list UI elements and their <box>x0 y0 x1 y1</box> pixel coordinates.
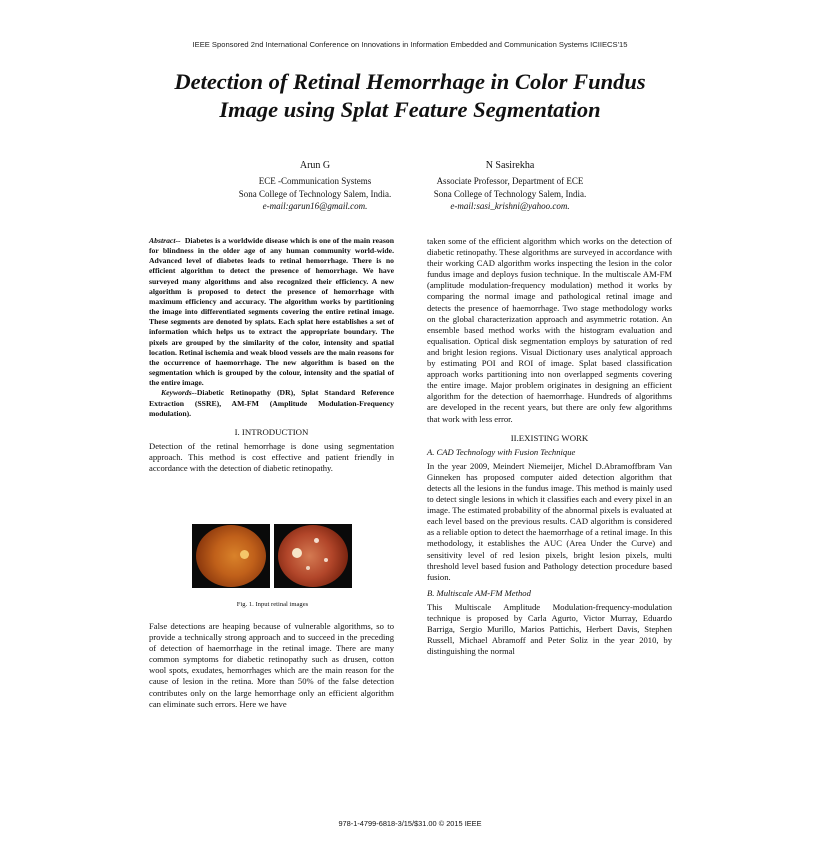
paper-title <box>60 68 760 124</box>
copyright-footer: 978-1-4799-6818-3/15/$31.00 © 2015 IEEE <box>338 819 482 828</box>
left-column-top <box>149 236 394 474</box>
author-email: e-mail:garun16@gmail.com. <box>262 201 368 212</box>
retina-fundus-image <box>192 524 270 588</box>
author-dept: ECE -Communication Systems <box>258 176 372 187</box>
existing-work-heading: II.EXISTING WORK <box>510 432 589 443</box>
conference-header: IEEE Sponsored 2nd International Conference on Innovations in Information Embedded and Communication Systems ICIIECS'15 <box>192 40 628 49</box>
keywords-lead: Keywords-- <box>161 388 197 398</box>
author-name: Arun G <box>299 160 331 171</box>
figure-caption: Fig. 1. Input retinal images <box>236 601 309 608</box>
title-line-1: Detection of Retinal Hemorrhage in Color Fundus <box>174 69 646 94</box>
abstract <box>149 236 394 388</box>
abstract-text: Diabetes is a worldwide disease which is one of the main reason for blindness in the older age of any human community world-wide. Advanced level of diabetes leads to retinal hemorrhage. There is no efficient algorithm to detect the presence of hemorrhage. We have surveyed many algorithms and also recognized their efficiency. A new algorithm is proposed to detect the presence of hemorrhage with maximum efficiency and accuracy. The algorithm works by partitioning the image into differentiated segments covering the entire retinal image. These segments are denoted by splats. Each splat here establishes a set of information which helps us to extract the appropriate boundary. The pixels are grouped by the similarity of the color, intensity and spatial location. Retinal ischemia and weak blood vessels are the main reasons for the occurrence of haemorrhage. The new algorithm is based on the segmentation which is grouped by the colour, intensity and the spatial of the entire image. <box>149 236 394 388</box>
author-name: N Sasirekha <box>485 160 535 171</box>
subsection-b-heading: B. Multiscale AM-FM Method <box>427 587 531 598</box>
left-column-bottom <box>149 621 394 710</box>
right-paragraph-1: taken some of the efficient algorithm which works on the detection of diabetic retinopathy. These algorithms are surveyed in accordance with their working CAD algorithm works inspecting the lesion in the color fundus image and deploys fusion technique. In the multiscale AM-FM (amplitude modulation-frequency modulation) method it works by comparing the normal image and pathological retinal image and detects the presence of haemorrhage. Two stage methodology works on the global characterization approach and asymmetric rotation. An ensemble based method works with the histogram evaluation and equalisation. Optical disk segmentation employs by saturation of red and bright lesion regions. Visual Dictionary uses analytical approach by estimating POI and ROI of image. Splat based classification approach works partitioning into non overlapped segments covering the entire image. Major problem originates in designing an efficient algorithm for the detection of haemorrhage. Hundreds of algorithms are developed in the recent years, but there are only few algorithms that work with less error. <box>427 236 672 424</box>
subsection-a-heading: A. CAD Technology with Fusion Technique <box>427 446 576 457</box>
subsection-b-paragraph: This Multiscale Amplitude Modulation-frequency-modulation technique is proposed by Carla Agurto, Victor Murray, Eduardo Barriga, Sergio Murillo, Marios Pattichis, Herbert Davis, Stephen Russell, Michael Abramoff and Peter Soliz in the year 2010, by distinguishing the normal <box>427 601 672 657</box>
keywords <box>149 388 394 418</box>
intro-paragraph-2: False detections are heaping because of vulnerable algorithms, so to provide a technically strong approach and to succeed in the preceding of detection of haemorrhage in the retinal image. There are many common symptoms for diabetic retinopathy such as drusen, cotton wool spots, exudates, hemorrhages which are the main reason for the cause of lesion in the retina. More than 50% of the false detection contributes only on the large hemorrhage only an efficient algorithm can eliminate such errors. Here we have <box>149 621 394 709</box>
right-column <box>427 236 672 657</box>
introduction-heading: I. INTRODUCTION <box>234 426 309 437</box>
author-dept: Associate Professor, Department of ECE <box>436 176 584 187</box>
retina-hemorrhage-image <box>274 524 352 588</box>
intro-paragraph-1: Detection of the retinal hemorrhage is done using segmentation approach. This method is cost effective and patient friendly in accordance with the detection of diabetic retinopathy. <box>149 440 394 474</box>
subsection-a-paragraph: In the year 2009, Meindert Niemeijer, Michel D.Abramoffbram Van Ginneken has proposed computer aided detection algorithm that detects all the lesions in the fundus image. This method is mainly used to detect single lesions in which it classifies each and every pixel in an image. The estimated probability of the abnormal pixels is evaluated at each level based on the previous results. CAD algorithm is considered as a reliable option to detect the haemorrhage of a retinal image. In this methodology, it establishes the AUC (Area Under the Curve) and sensitivity level of red lesion pixels, bright lesion pixels, multi threshold level based fusion and Pathology detection procedure based fusion. <box>427 460 672 582</box>
keywords-text: Diabetic Retinopathy (DR), Splat Standard Reference Extraction (SSRE), AM-FM (Amplitude Modulation-Frequency modulation). <box>149 388 394 418</box>
abstract-lead: Abstract-- <box>149 236 181 245</box>
author-institution: Sona College of Technology Salem, India. <box>238 188 392 199</box>
author-institution: Sona College of Technology Salem, India. <box>433 188 587 199</box>
author-block-2 <box>410 160 610 213</box>
author-block-1 <box>190 160 440 213</box>
figure-1 <box>192 524 352 588</box>
title-line-2: Image using Splat Feature Segmentation <box>219 97 601 122</box>
author-email: e-mail:sasi_krishni@yahoo.com. <box>450 201 570 212</box>
